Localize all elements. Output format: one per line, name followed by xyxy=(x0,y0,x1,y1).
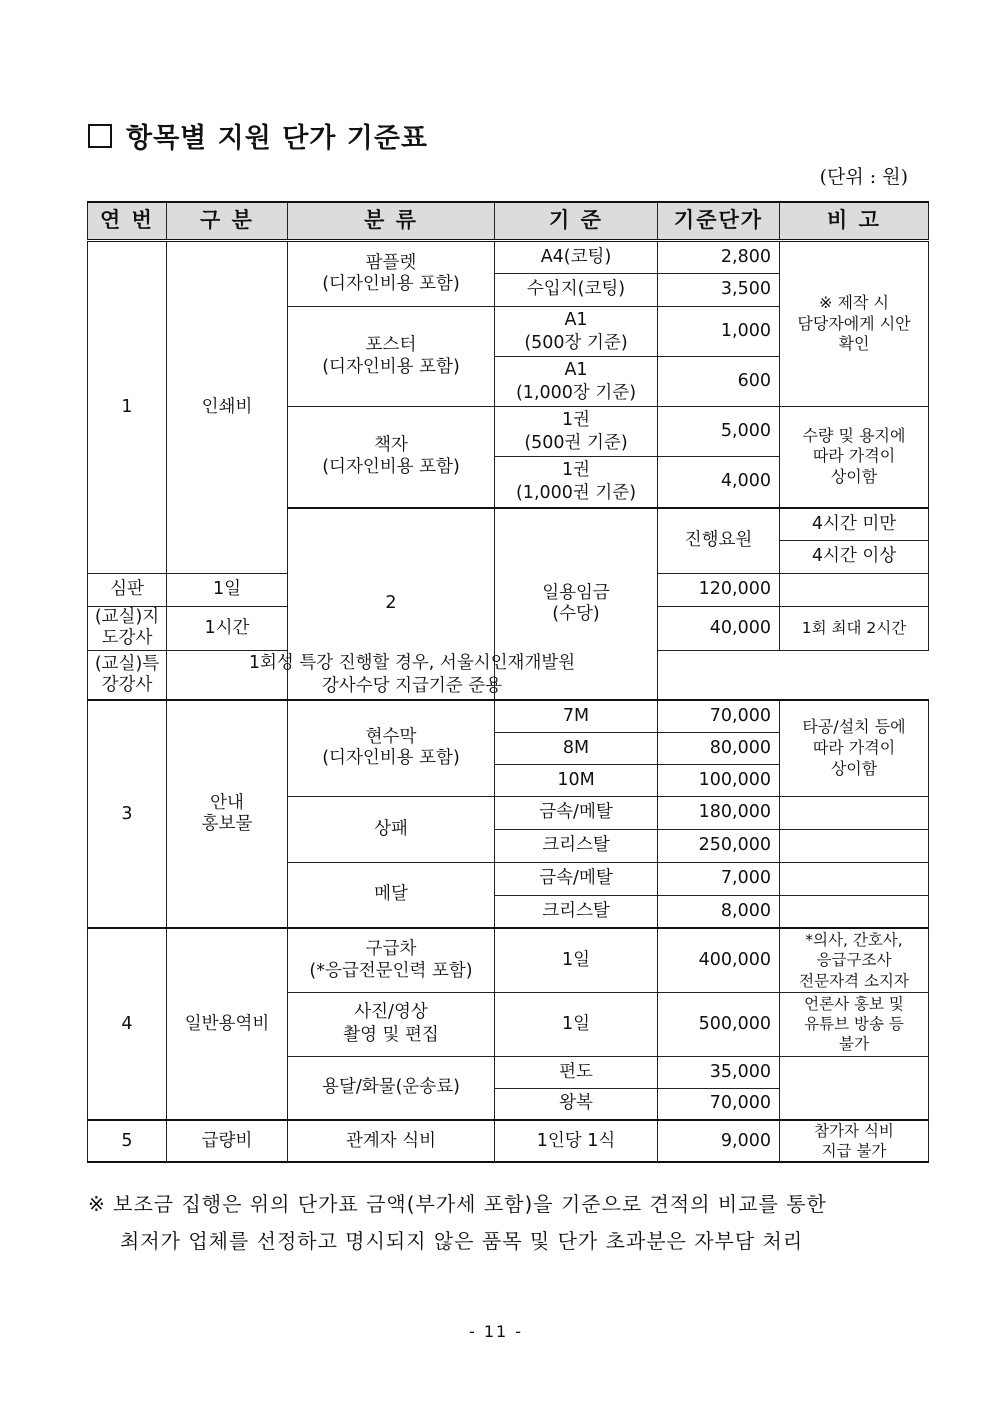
row-standard: 1일 xyxy=(167,574,288,607)
row-note xyxy=(780,796,929,829)
row-standard: A1 (500장 기준) xyxy=(495,307,658,357)
row-price: 40,000 xyxy=(658,607,780,651)
row-category: 일용임금 (수당) xyxy=(495,508,658,701)
row-standard: 1권 (1,000권 기준) xyxy=(495,457,658,508)
row-note: 타공/설치 등에 따라 가격이 상이함 xyxy=(780,700,929,796)
row-price: 8,000 xyxy=(658,895,780,928)
row-category: 급량비 xyxy=(167,1120,288,1162)
row-standard: 왕복 xyxy=(495,1088,658,1120)
row-standard: 8M xyxy=(495,732,658,764)
row-standard: 1일 xyxy=(495,928,658,992)
header-no: 연 번 xyxy=(88,202,167,241)
row-standard: 크리스탈 xyxy=(495,895,658,928)
row-price: 600 xyxy=(658,357,780,407)
row-price: 3,500 xyxy=(658,274,780,307)
row-category: 안내 홍보물 xyxy=(167,700,288,928)
row-standard: 크리스탈 xyxy=(495,829,658,862)
row-standard: A1 (1,000장 기준) xyxy=(495,357,658,407)
header-unit-price: 기준단가 xyxy=(658,202,780,241)
row-no: 1 xyxy=(88,241,167,574)
row-note: 1회 최대 2시간 xyxy=(780,607,929,651)
table-row xyxy=(88,1120,929,1162)
table-row xyxy=(88,928,929,992)
row-note: 수량 및 용지에 따라 가격이 상이함 xyxy=(780,407,929,508)
page-number: - 11 - xyxy=(468,1322,524,1341)
row-price: 180,000 xyxy=(658,796,780,829)
row-classification: 관계자 식비 xyxy=(288,1120,495,1162)
row-standard: 7M xyxy=(495,700,658,732)
row-price: 100,000 xyxy=(658,764,780,796)
row-note: ※ 제작 시 담당자에게 시안 확인 xyxy=(780,241,929,407)
row-classification: 용달/화물(운송료) xyxy=(288,1056,495,1120)
row-note: 언론사 홍보 및 유튜브 방송 등 불가 xyxy=(780,992,929,1056)
table-row xyxy=(88,241,929,274)
row-price: 5,000 xyxy=(658,407,780,457)
row-standard: 금속/메탈 xyxy=(495,862,658,895)
header-standard: 기 준 xyxy=(495,202,658,241)
row-price: 400,000 xyxy=(658,928,780,992)
row-standard: 1일 xyxy=(495,992,658,1056)
row-price: 1,000 xyxy=(658,307,780,357)
row-price: 7,000 xyxy=(658,862,780,895)
row-classification: 사진/영상 촬영 및 편집 xyxy=(288,992,495,1056)
row-price: 250,000 xyxy=(658,829,780,862)
row-classification: 포스터 (디자인비용 포함) xyxy=(288,307,495,407)
row-classification: (교실)특강강사 xyxy=(88,650,167,700)
row-note: 참가자 식비 지급 불가 xyxy=(780,1120,929,1162)
unit-label: (단위 : 원) xyxy=(819,166,908,188)
row-price: 500,000 xyxy=(658,992,780,1056)
row-price: 70,000 xyxy=(658,1088,780,1120)
footnote xyxy=(88,1186,918,1260)
row-classification: 팜플렛 (디자인비용 포함) xyxy=(288,241,495,307)
row-no: 2 xyxy=(288,508,495,701)
row-no: 5 xyxy=(88,1120,167,1162)
row-standard: 수입지(코팅) xyxy=(495,274,658,307)
row-classification: 구급차 (*응급전문인력 포함) xyxy=(288,928,495,992)
row-standard: 10M xyxy=(495,764,658,796)
row-note xyxy=(780,862,929,895)
table-row xyxy=(88,700,929,732)
row-classification: 상패 xyxy=(288,796,495,862)
row-standard: 1인당 1식 xyxy=(495,1120,658,1162)
row-price: 2,800 xyxy=(658,241,780,274)
row-no: 4 xyxy=(88,928,167,1120)
footnote-line-1: ※ 보조금 집행은 위의 단가표 금액(부가세 포함)을 기준으로 견적의 비교를 통한 xyxy=(88,1192,827,1216)
checkbox-square-icon xyxy=(88,124,112,148)
row-note xyxy=(780,1056,929,1120)
row-note xyxy=(780,829,929,862)
footnote-line-2: 최저가 업체를 선정하고 명시되지 않은 품목 및 단가 초과분은 자부담 처리 xyxy=(120,1229,804,1253)
header-category: 구 분 xyxy=(167,202,288,241)
header-classification: 분 류 xyxy=(288,202,495,241)
row-standard: 4시간 이상 xyxy=(780,541,929,574)
row-price: 35,000 xyxy=(658,1056,780,1088)
row-category: 인쇄비 xyxy=(167,241,288,574)
reference-mark: ※ xyxy=(88,1192,106,1216)
row-note: *의사, 간호사, 응급구조사 전문자격 소지자 xyxy=(780,928,929,992)
row-classification: 진행요원 xyxy=(658,508,780,574)
row-note xyxy=(780,895,929,928)
row-price: 80,000 xyxy=(658,732,780,764)
row-price: 9,000 xyxy=(658,1120,780,1162)
row-standard: 편도 xyxy=(495,1056,658,1088)
row-price: 120,000 xyxy=(658,574,780,607)
row-note xyxy=(780,574,929,607)
row-classification: 메달 xyxy=(288,862,495,928)
row-classification: 심판 xyxy=(88,574,167,607)
row-price: 4,000 xyxy=(658,457,780,508)
row-category: 일반용역비 xyxy=(167,928,288,1120)
row-classification: (교실)지도강사 xyxy=(88,607,167,651)
row-classification: 책자 (디자인비용 포함) xyxy=(288,407,495,508)
page-title: 항목별 지원 단가 기준표 xyxy=(88,116,428,155)
row-standard: 1권 (500권 기준) xyxy=(495,407,658,457)
row-standard: 4시간 미만 xyxy=(780,508,929,541)
table-header-row xyxy=(88,202,929,241)
row-standard: A4(코팅) xyxy=(495,241,658,274)
table-row xyxy=(88,650,929,700)
price-table xyxy=(87,201,929,1163)
row-standard: 1시간 xyxy=(167,607,288,651)
row-price: 70,000 xyxy=(658,700,780,732)
row-description: 1회성 특강 진행할 경우, 서울시인재개발원 강사수당 지급기준 준용 xyxy=(167,650,658,700)
row-classification: 현수막 (디자인비용 포함) xyxy=(288,700,495,796)
row-standard: 금속/메탈 xyxy=(495,796,658,829)
header-note: 비 고 xyxy=(780,202,929,241)
row-no: 3 xyxy=(88,700,167,928)
